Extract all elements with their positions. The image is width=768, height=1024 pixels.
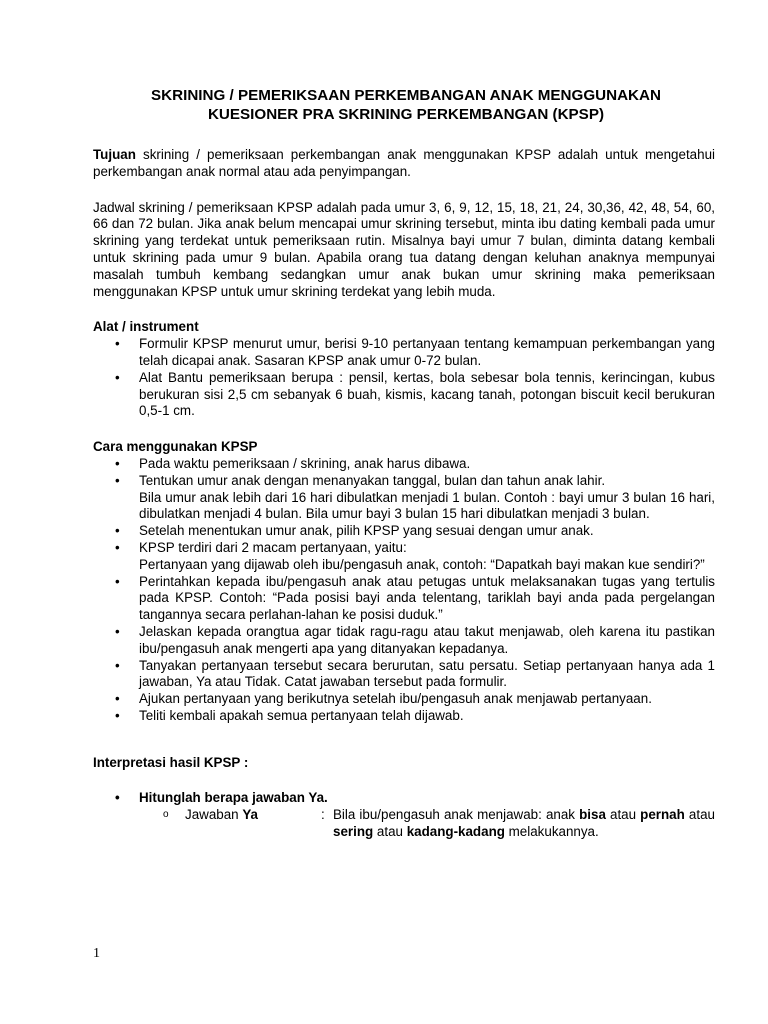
page-title bbox=[93, 86, 715, 124]
list-item: • Tanyakan pertanyaan tersebut secara berurutan, satu persatu. Setiap pertanyaan hanya ada 1 jawaban, Ya atau Tidak. Catat jawaban tersebut pada formulir. bbox=[93, 658, 715, 692]
tujuan-paragraph bbox=[93, 147, 715, 181]
cara-list bbox=[93, 456, 715, 725]
list-item: • Perintahkan kepada ibu/pengasuh anak atau petugas untuk melaksanakan tugas yang tertulis pada KPSP. Contoh: “Pada posisi bayi anda telentang, tariklah bayi anda pada pergelangan tangannya secara perlahan-lahan ke posisi duduk.” bbox=[93, 574, 715, 624]
title-line-2: KUESIONER PRA SKRINING PERKEMBANGAN (KPSP) bbox=[207, 106, 605, 123]
list-item: • Jelaskan kepada orangtua agar tidak ragu-ragu atau takut menjawab, oleh karena itu pastikan ibu/pengasuh anak mengerti apa yang ditanyakan kepadanya. bbox=[93, 624, 715, 658]
title-line-1: SKRINING / PEMERIKSAAN PERKEMBANGAN ANAK MENGGUNAKAN bbox=[151, 87, 661, 104]
page-number: 1 bbox=[93, 946, 100, 961]
tujuan-text: skrining / pemeriksaan perkembangan anak menggunakan KPSP adalah untuk mengetahui perkembangan anak normal atau ada penyimpangan. bbox=[93, 147, 715, 179]
list-item: • Alat Bantu pemeriksaan berupa : pensil, kertas, bola sebesar bola tennis, kerincingan, kubus berukuran sisi 2,5 cm sebanyak 6 buah, kismis, kacang tanah, potongan biscuit kecil berukuran 0,5-1 cm. bbox=[93, 370, 715, 420]
document-page bbox=[93, 86, 715, 841]
list-item: • Ajukan pertanyaan yang berikutnya setelah ibu/pengasuh anak menjawab pertanyaan. bbox=[93, 691, 715, 708]
interpretasi-heading: Interpretasi hasil KPSP : bbox=[93, 754, 249, 770]
list-item: • Teliti kembali apakah semua pertanyaan telah dijawab. bbox=[93, 708, 715, 725]
jawaban-ya-row bbox=[163, 807, 715, 841]
jawaban-ya-description: Bila ibu/pengasuh anak menjawab: anak bisa atau pernah atau sering atau kadang-kadang melakukannya. bbox=[333, 807, 715, 840]
jadwal-paragraph: Jadwal skrining / pemeriksaan KPSP adalah pada umur 3, 6, 9, 12, 15, 18, 21, 24, 30,36, 42, 48, 54, 60, 66 dan 72 bulan. Jika anak belum mencapai umur skrining tersebut, minta ibu dating kembali pada umur skrining yang terdekat untuk pemeriksaan rutin. Misalnya bayi umur 7 bulan, diminta datang kembali untuk skrining pada umur 9 bulan. Apabila orang tua datang dengan keluhan anaknya mempunyai masalah tumbuh kembang sedangkan umur anak bukan umur skrining maka pemeriksaan menggunakan KPSP untuk umur skrining terdekat yang lebih muda. bbox=[93, 199, 715, 299]
tujuan-label: Tujuan bbox=[93, 147, 136, 162]
alat-list bbox=[93, 336, 715, 420]
circle-bullet-icon: o bbox=[163, 809, 169, 821]
list-item: • Hitunglah berapa jawaban Ya. bbox=[93, 790, 715, 807]
list-item: • Pada waktu pemeriksaan / skrining, anak harus dibawa. bbox=[93, 456, 715, 473]
list-item-extra: Bila umur anak lebih dari 16 hari dibulatkan menjadi 1 bulan. Contoh : bayi umur 3 bulan 16 hari, dibulatkan menjadi 4 bulan. Bila umur bayi 3 bulan 15 hari dibulatkan menjadi 3 bulan. bbox=[139, 489, 715, 522]
alat-heading: Alat / instrument bbox=[93, 319, 199, 335]
colon-separator: : bbox=[321, 807, 325, 823]
jawaban-ya-label: Jawaban Ya bbox=[185, 807, 258, 823]
cara-heading: Cara menggunakan KPSP bbox=[93, 439, 258, 455]
list-item: • KPSP terdiri dari 2 macam pertanyaan, yaitu: Pertanyaan yang dijawab oleh ibu/pengasuh anak, contoh: “Dapatkah bayi makan kue sendiri?” bbox=[93, 540, 715, 574]
list-item: • Setelah menentukan umur anak, pilih KPSP yang sesuai dengan umur anak. bbox=[93, 523, 715, 540]
list-item-extra: Pertanyaan yang dijawab oleh ibu/pengasuh anak, contoh: “Dapatkah bayi makan kue sendiri?” bbox=[139, 556, 705, 572]
interpretasi-list bbox=[93, 790, 715, 807]
list-item: • Formulir KPSP menurut umur, berisi 9-10 pertanyaan tentang kemampuan perkembangan yang telah dicapai anak. Sasaran KPSP anak umur 0-72 bulan. bbox=[93, 336, 715, 370]
list-item: • Tentukan umur anak dengan menanyakan tanggal, bulan dan tahun anak lahir. Bila umur anak lebih dari 16 hari dibulatkan menjadi 1 bulan. Contoh : bayi umur 3 bulan 16 hari, dibulatkan menjadi 4 bulan. Bila umur bayi 3 bulan 15 hari dibulatkan menjadi 3 bulan. bbox=[93, 473, 715, 523]
